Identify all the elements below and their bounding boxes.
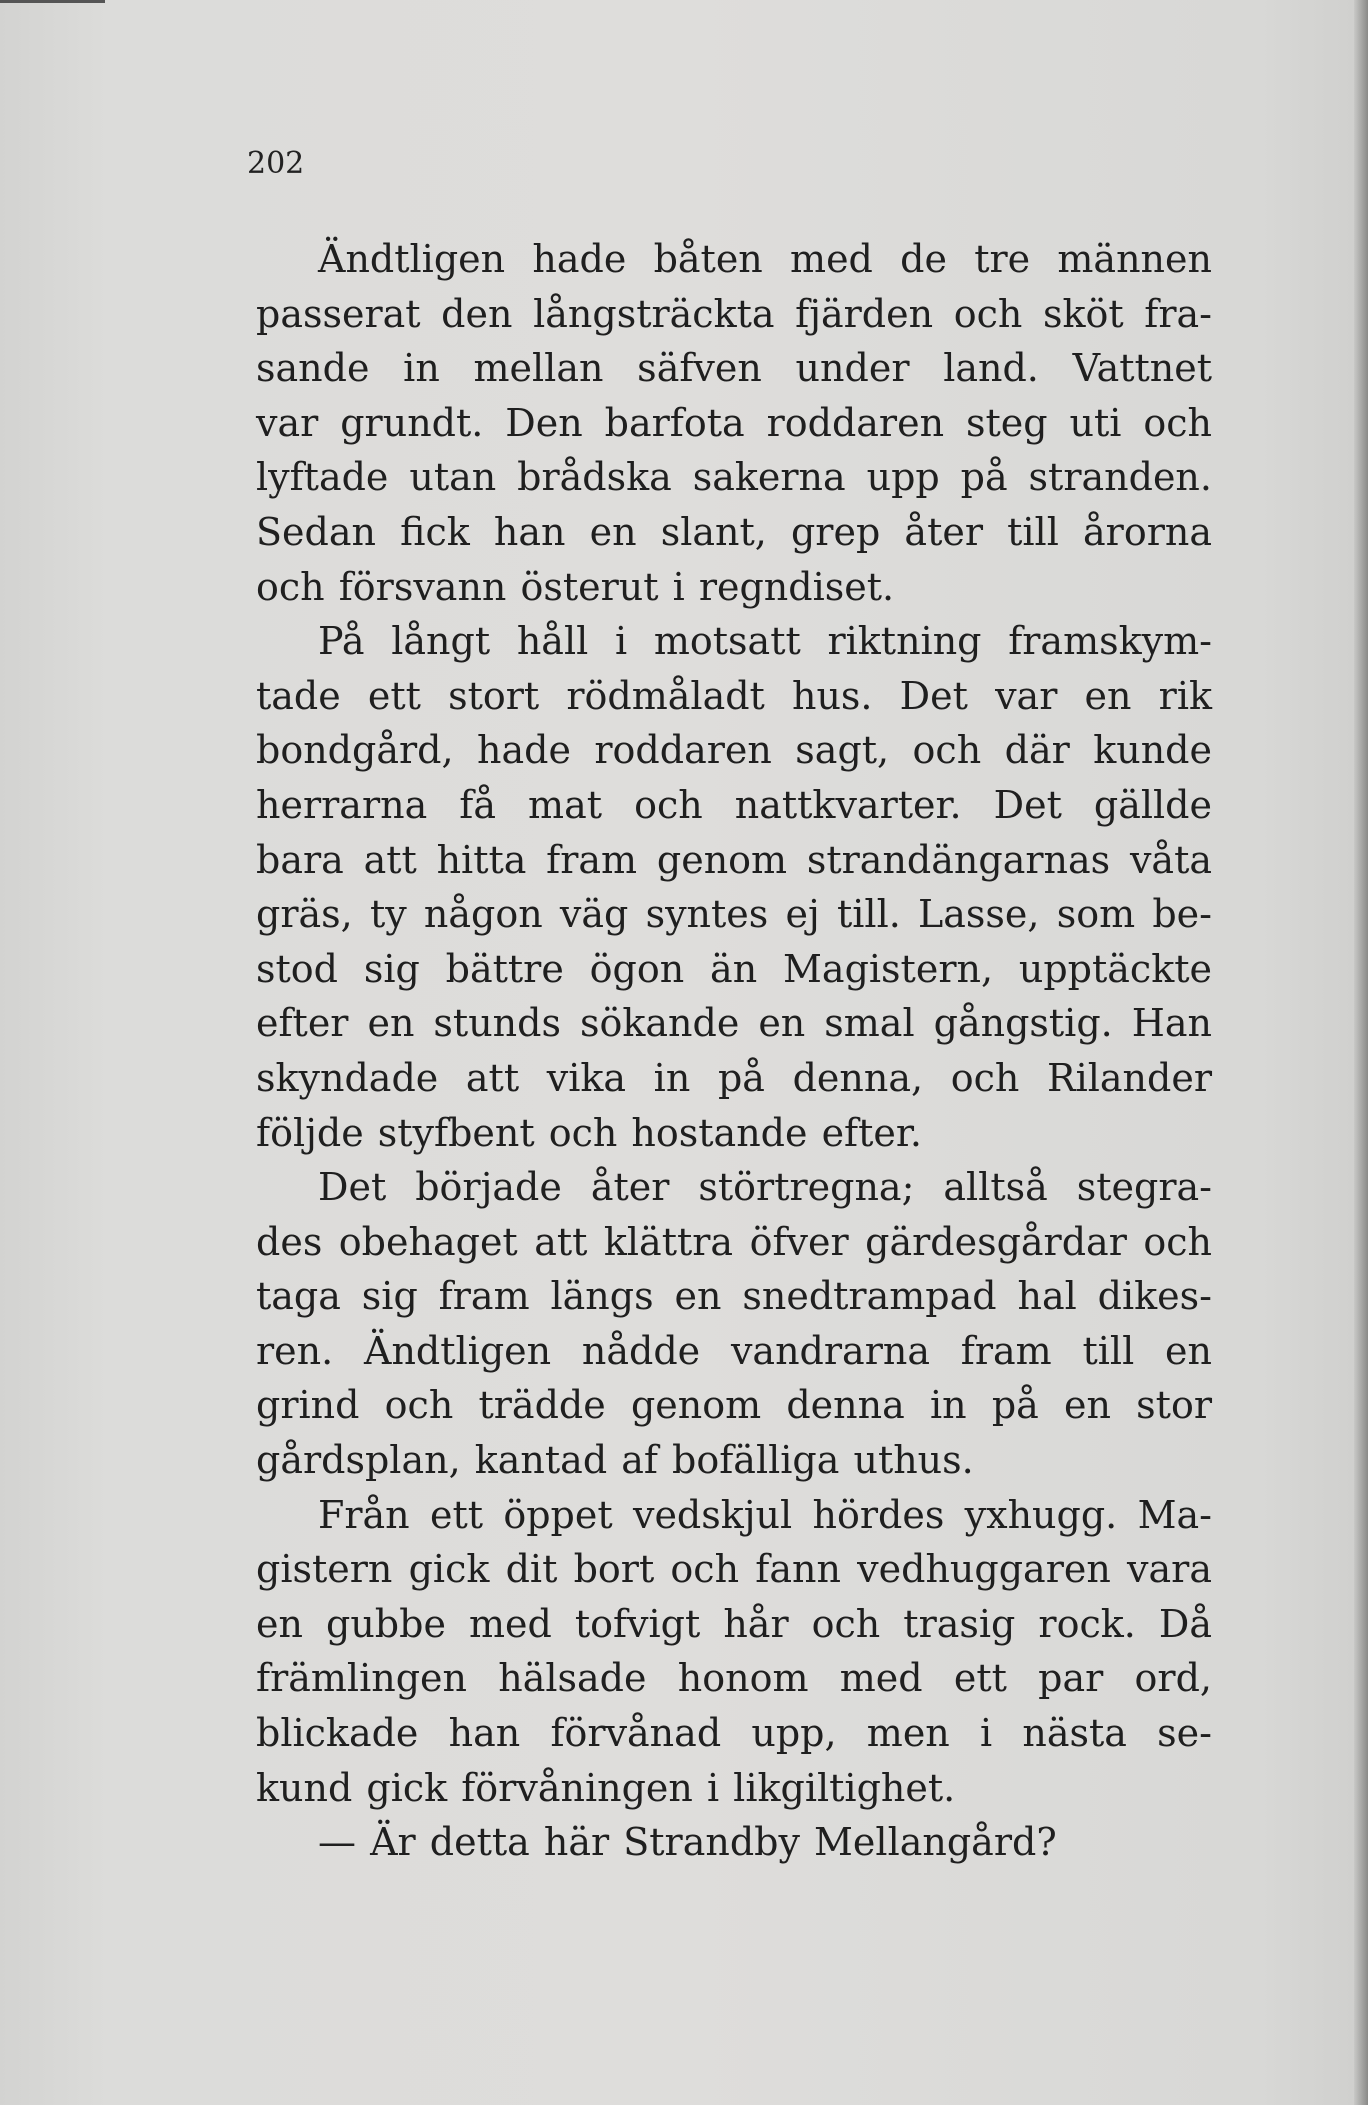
text-line: Det började åter störtregna; alltså stegra- [318, 1165, 1212, 1210]
text-line: och försvann österut i regndiset. [256, 564, 895, 609]
text-line: främlingen hälsade honom med ett par ord, [256, 1656, 1212, 1701]
text-line: gräs, ty någon väg syntes ej till. Lasse, som be- [256, 892, 1212, 937]
text-line: blickade han förvånad upp, men i nästa se- [256, 1711, 1212, 1756]
text-line: herrarna få mat och nattkvarter. Det gällde [256, 782, 1212, 827]
text-line: kund gick förvåningen i likgiltighet. [256, 1765, 956, 1810]
text-line: tade ett stort rödmåladt hus. Det var en rik [256, 673, 1212, 718]
text-line: taga sig fram längs en snedtrampad hal dikes- [256, 1274, 1212, 1319]
text-line: passerat den långsträckta fjärden och sköt fra- [256, 291, 1212, 336]
text-line: — Är detta här Strandby Mellangård? [318, 1820, 1057, 1865]
page-number: 202 [247, 146, 305, 181]
text-line: Från ett öppet vedskjul hördes yxhugg. Ma- [318, 1492, 1212, 1537]
text-line: följde styfbent och hostande efter. [256, 1110, 922, 1155]
text-line: Sedan fick han en slant, grep åter till årorna [256, 509, 1212, 554]
text-line: gistern gick dit bort och fann vedhuggaren vara [256, 1547, 1212, 1592]
text-line: des obehaget att klättra öfver gärdesgårdar och [256, 1219, 1212, 1264]
text-line: bondgård, hade roddaren sagt, och där kunde [256, 728, 1212, 773]
text-line: På långt håll i motsatt riktning framskym- [318, 619, 1212, 664]
scan-edge-top [0, 0, 105, 3]
scan-edge-right [1354, 0, 1368, 2105]
text-line: grind och trädde genom denna in på en stor [256, 1383, 1212, 1428]
text-line: en gubbe med tofvigt hår och trasig rock. Då [256, 1601, 1212, 1646]
text-line: var grundt. Den barfota roddaren steg uti och [256, 400, 1212, 445]
text-line: lyftade utan brådska sakerna upp på stranden. [256, 455, 1212, 500]
text-line: ren. Ändtligen nådde vandrarna fram till en [256, 1328, 1212, 1373]
text-line: sande in mellan säfven under land. Vattnet [256, 346, 1212, 391]
text-line: bara att hitta fram genom strandängarnas våta [256, 837, 1212, 882]
text-line: skyndade att vika in på denna, och Rilander [256, 1055, 1212, 1100]
text-line: Ändtligen hade båten med de tre männen [318, 237, 1212, 281]
text-line: stod sig bättre ögon än Magistern, upptäckte [256, 946, 1212, 991]
text-line: efter en stunds sökande en smal gångstig. Han [256, 1001, 1212, 1046]
body-text [256, 232, 1212, 1870]
text-line: gårdsplan, kantad af bofälliga uthus. [256, 1438, 974, 1483]
